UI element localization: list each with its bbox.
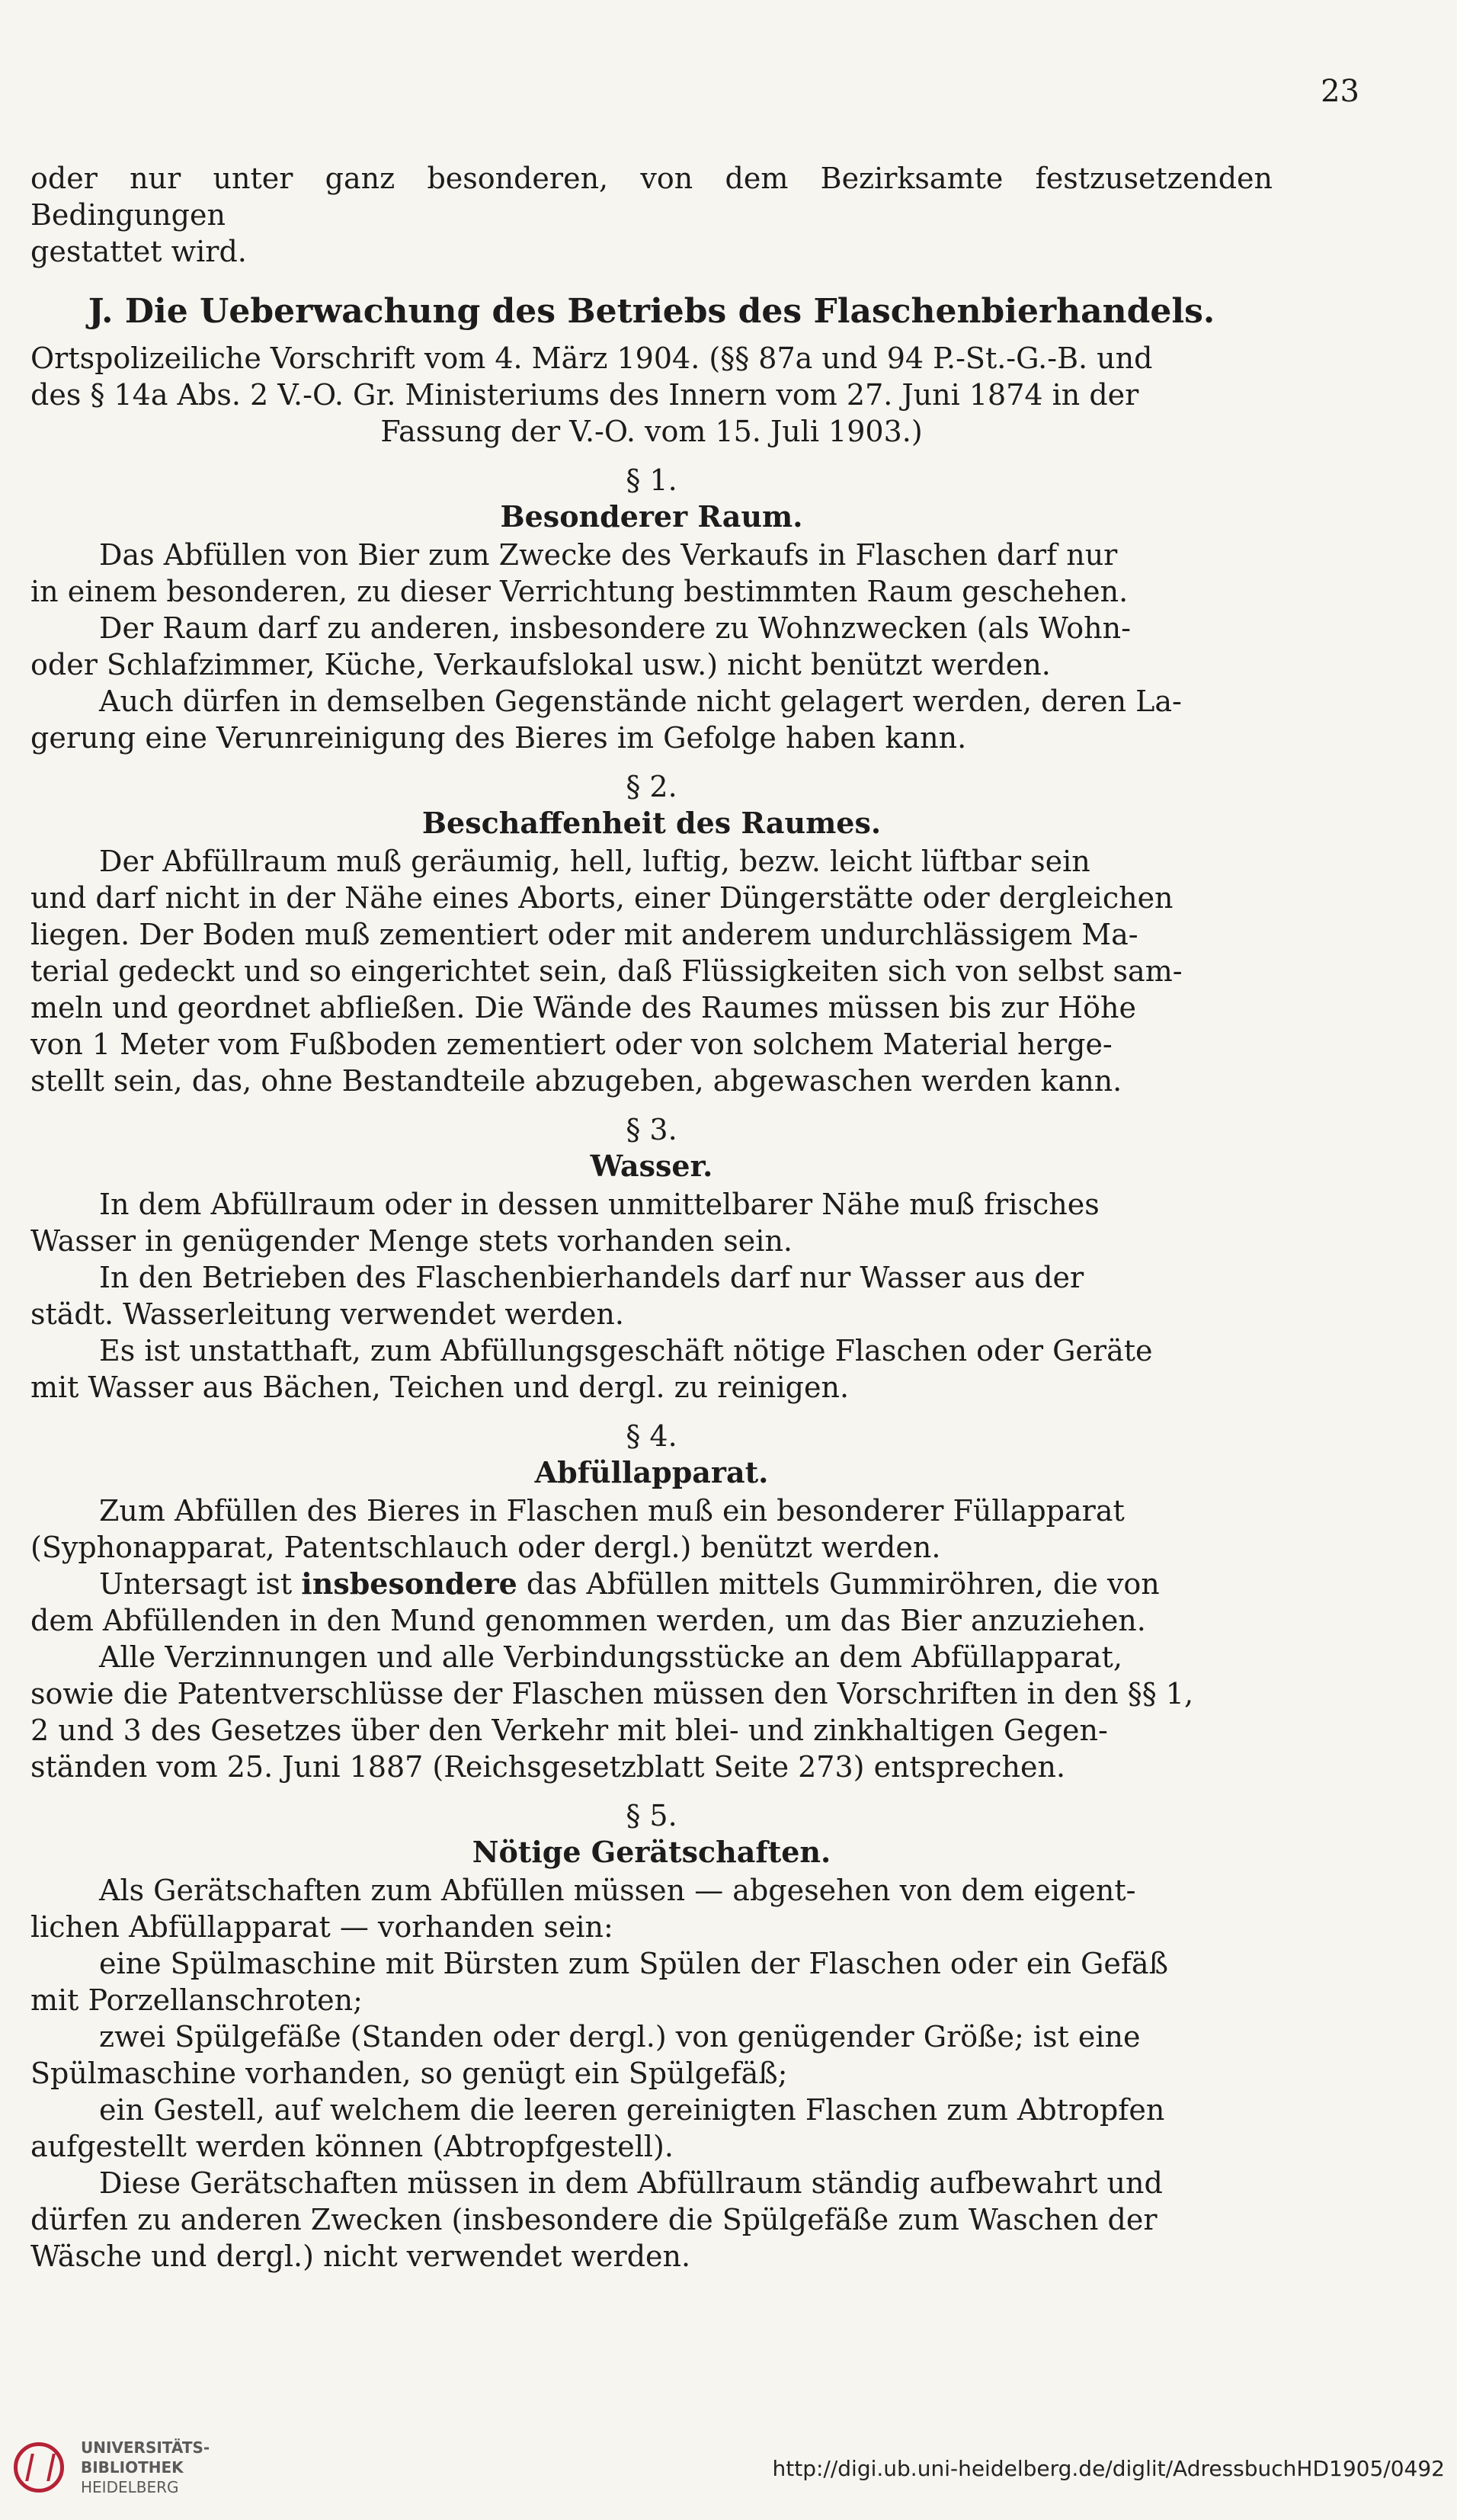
section-1-symbol: § 1.: [626, 463, 677, 497]
section-5-final-line-3: Wäsche und dergl.) nicht verwendet werden.: [30, 2239, 691, 2273]
section-5-item-1-line-2: mit Porzellanschroten;: [30, 1983, 363, 2017]
section-2-line-7: stellt sein, das, ohne Bestandteile abzugeben, abgewaschen werden kann.: [30, 1064, 1122, 1098]
section-1-paragraph-3-line-1: Auch dürfen in demselben Gegenstände nicht gelagert werden, deren La-: [99, 685, 1182, 718]
section-3-symbol: § 3.: [626, 1113, 677, 1146]
section-5-item-3-line-1: ein Gestell, auf welchem die leeren gereinigten Flaschen zum Abtropfen: [99, 2093, 1165, 2127]
regulation-line-2: des § 14a Abs. 2 V.-O. Gr. Ministeriums des Innern vom 27. Juni 1874 in der: [30, 378, 1139, 412]
section-4-title: Abfüllapparat.: [534, 1455, 769, 1489]
section-2-line-1: Der Abfüllraum muß geräumig, hell, luftig, bezw. leicht lüftbar sein: [99, 845, 1090, 878]
section-4-paragraph-2-end: das Abfüllen mittels Gummiröhren, die von: [526, 1567, 1160, 1601]
section-5-item-2-line-1: zwei Spülgefäße (Standen oder dergl.) von genügender Größe; ist eine: [99, 2020, 1141, 2054]
page-footer: [0, 2413, 1457, 2520]
section-2-line-2: und darf nicht in der Nähe eines Aborts, einer Düngerstätte oder dergleichen: [30, 881, 1174, 915]
intro-line-1: oder nur unter ganz besonderen, von dem Bezirksamte festzusetzenden Bedingungen: [30, 162, 1273, 232]
section-1-paragraph-1-line-1: Das Abfüllen von Bier zum Zwecke des Verkaufs in Flaschen darf nur: [99, 538, 1118, 572]
section-2-symbol: § 2.: [626, 770, 677, 803]
section-4-paragraph-3-line-4: ständen vom 25. Juni 1887 (Reichsgesetzblatt Seite 273) entsprechen.: [30, 1750, 1066, 1784]
section-4-symbol: § 4.: [626, 1419, 677, 1453]
university-library-logo: [14, 2442, 64, 2493]
section-3-paragraph-2-line-2: städt. Wasserleitung verwendet werden.: [30, 1297, 624, 1331]
section-2-line-3: liegen. Der Boden muß zementiert oder mit anderem undurchlässigem Ma-: [30, 918, 1138, 951]
section-4-paragraph-2-start: Untersagt ist: [99, 1567, 293, 1601]
section-3-paragraph-2-line-1: In den Betrieben des Flaschenbierhandels darf nur Wasser aus der: [99, 1261, 1084, 1294]
section-1-paragraph-3-line-2: gerung eine Verunreinigung des Bieres im Gefolge haben kann.: [30, 721, 967, 755]
page-number: 23: [1321, 74, 1359, 109]
section-4-paragraph-3-line-2: sowie die Patentverschlüsse der Flaschen müssen den Vorschriften in den §§ 1,: [30, 1677, 1194, 1710]
section-3-paragraph-3-line-1: Es ist unstatthaft, zum Abfüllungsgeschäft nötige Flaschen oder Geräte: [99, 1334, 1153, 1367]
regulation-line-3: Fassung der V.-O. vom 15. Juli 1903.): [380, 415, 923, 448]
section-5-item-2-line-2: Spülmaschine vorhanden, so genügt ein Spülgefäß;: [30, 2057, 788, 2090]
section-4-paragraph-2-line-2: dem Abfüllenden in den Mund genommen werden, um das Bier anzuziehen.: [30, 1604, 1146, 1637]
section-4-paragraph-2-line-1: [30, 1566, 1273, 1602]
section-5-final-line-2: dürfen zu anderen Zwecken (insbesondere die Spülgefäße zum Waschen der: [30, 2203, 1158, 2236]
section-2-line-4: terial gedeckt und so eingerichtet sein, daß Flüssigkeiten sich von selbst sam-: [30, 954, 1183, 988]
section-5-symbol: § 5.: [626, 1799, 677, 1832]
section-5-item-1-line-1: eine Spülmaschine mit Bürsten zum Spülen der Flaschen oder ein Gefäß: [99, 1947, 1168, 1980]
document-body: [30, 160, 1273, 2275]
section-2-line-6: von 1 Meter vom Fußboden zementiert oder von solchem Material herge-: [30, 1028, 1113, 1061]
section-2-line-5: meln und geordnet abfließen. Die Wände des Raumes müssen bis zur Höhe: [30, 991, 1136, 1024]
library-line-3: HEIDELBERG: [81, 2478, 179, 2496]
section-5-paragraph-1-line-2: lichen Abfüllapparat — vorhanden sein:: [30, 1910, 613, 1944]
section-4-emphasis: insbesondere: [301, 1566, 517, 1601]
section-5-title: Nötige Gerätschaften.: [472, 1835, 831, 1869]
section-3-paragraph-3-line-2: mit Wasser aus Bächen, Teichen und dergl. zu reinigen.: [30, 1371, 850, 1404]
section-3-title: Wasser.: [590, 1149, 713, 1183]
regulation-line-1: Ortspolizeiliche Vorschrift vom 4. März 1904. (§§ 87a und 94 P.-St.-G.-B. und: [30, 341, 1153, 375]
section-4-paragraph-3-line-1: Alle Verzinnungen und alle Verbindungsstücke an dem Abfüllapparat,: [99, 1640, 1122, 1674]
section-heading: J. Die Ueberwachung des Betriebs des Flaschenbierhandels.: [88, 292, 1215, 331]
digital-library-url[interactable]: http://digi.ub.uni-heidelberg.de/diglit/AdressbuchHD1905/0492: [772, 2456, 1445, 2481]
section-5-final-line-1: Diese Gerätschaften müssen in dem Abfüllraum ständig aufbewahrt und: [99, 2166, 1163, 2200]
section-2-title: Beschaffenheit des Raumes.: [421, 806, 882, 840]
library-name: [81, 2438, 210, 2497]
section-4-paragraph-3-line-3: 2 und 3 des Gesetzes über den Verkehr mit blei- und zinkhaltigen Gegen-: [30, 1714, 1108, 1747]
section-5-item-3-line-2: aufgestellt werden können (Abtropfgestell).: [30, 2130, 674, 2163]
section-4-paragraph-1-line-2: (Syphonapparat, Patentschlauch oder dergl.) benützt werden.: [30, 1531, 941, 1564]
library-line-2: BIBLIOTHEK: [81, 2458, 184, 2477]
section-1-paragraph-1-line-2: in einem besonderen, zu dieser Verrichtung bestimmten Raum geschehen.: [30, 575, 1129, 608]
section-1-title: Besonderer Raum.: [500, 499, 803, 534]
section-3-paragraph-1-line-2: Wasser in genügender Menge stets vorhanden sein.: [30, 1224, 793, 1258]
section-1-paragraph-2-line-2: oder Schlafzimmer, Küche, Verkaufslokal usw.) nicht benützt werden.: [30, 648, 1051, 681]
section-1-paragraph-2-line-1: Der Raum darf zu anderen, insbesondere zu Wohnzwecken (als Wohn-: [99, 611, 1131, 645]
section-4-paragraph-1-line-1: Zum Abfüllen des Bieres in Flaschen muß ein besonderer Füllapparat: [99, 1494, 1125, 1528]
library-line-1: UNIVERSITÄTS-: [81, 2438, 210, 2457]
intro-line-2: gestattet wird.: [30, 235, 247, 268]
section-3-paragraph-1-line-1: In dem Abfüllraum oder in dessen unmittelbarer Nähe muß frisches: [99, 1188, 1100, 1221]
section-5-paragraph-1-line-1: Als Gerätschaften zum Abfüllen müssen — abgesehen von dem eigent-: [99, 1874, 1136, 1907]
